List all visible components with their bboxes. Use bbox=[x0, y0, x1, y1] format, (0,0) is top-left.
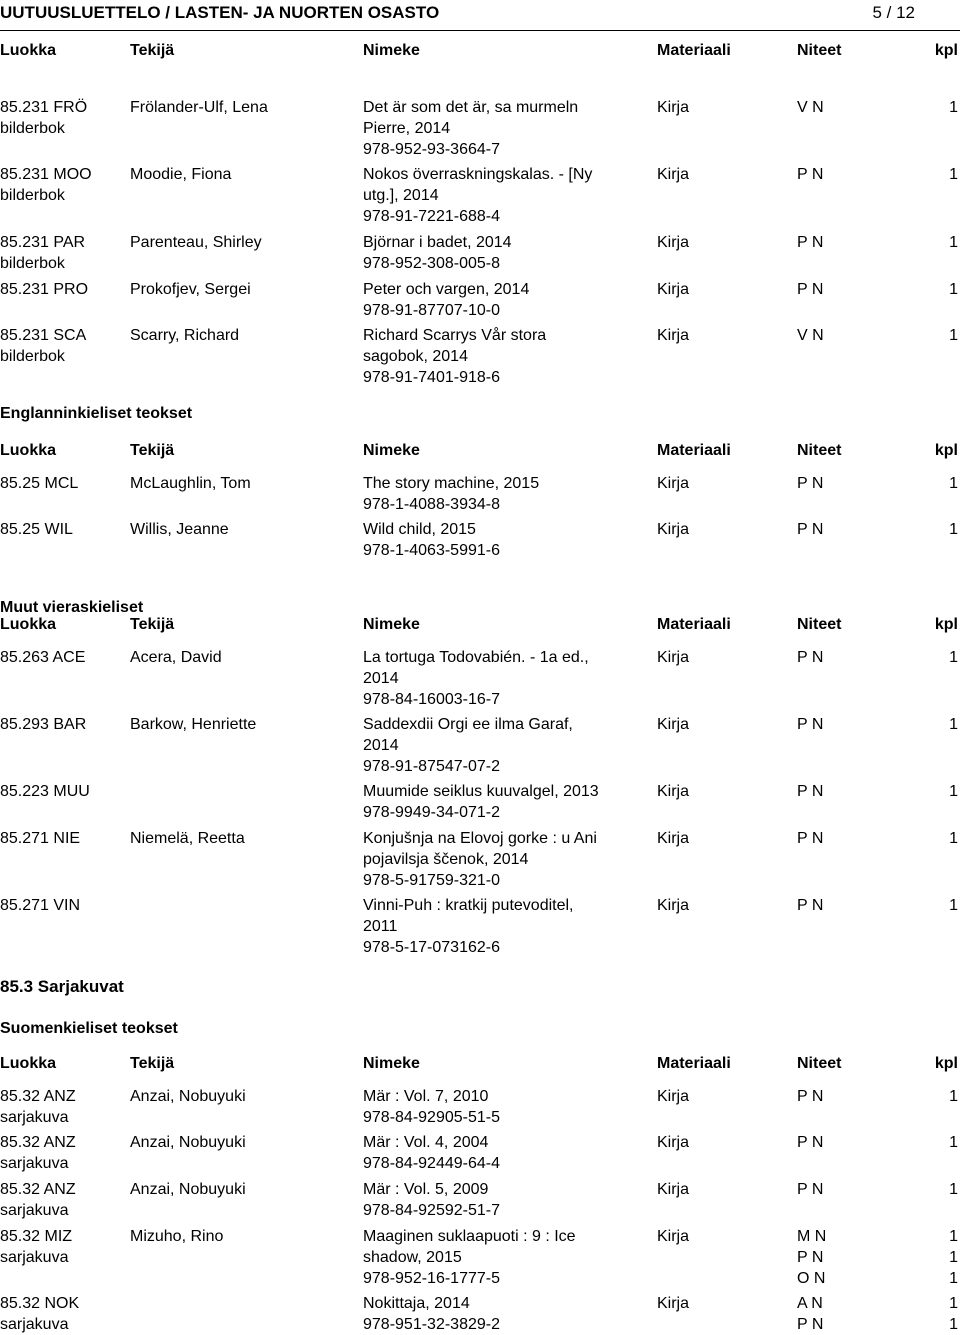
title-line: 978-1-4088-3934-8 bbox=[363, 496, 500, 513]
column-header-kpl: kpl bbox=[934, 42, 958, 59]
copy-count bbox=[918, 1086, 958, 1107]
column-header-row bbox=[0, 1053, 960, 1074]
column-header-kpl: kpl bbox=[934, 1055, 958, 1072]
copies-line: P N bbox=[797, 1181, 824, 1198]
title-info bbox=[363, 895, 653, 958]
column-header-tekija: Tekijä bbox=[130, 42, 175, 59]
class-code bbox=[0, 97, 125, 139]
title-line: Björnar i badet, 2014 bbox=[363, 234, 512, 251]
title-line: 978-84-92449-64-4 bbox=[363, 1155, 500, 1172]
column-header-tekija: Tekijä bbox=[130, 616, 175, 633]
copy-count-line: 1 bbox=[949, 897, 958, 914]
copy-count bbox=[918, 781, 958, 802]
material: Kirja bbox=[657, 166, 690, 183]
class-code-line: 85.32 ANZ bbox=[0, 1088, 76, 1105]
column-header-luokka: Luokka bbox=[0, 616, 57, 633]
column-header-nimeke: Nimeke bbox=[363, 1055, 420, 1072]
title-info bbox=[363, 279, 653, 321]
title-line: 978-91-87547-07-2 bbox=[363, 758, 500, 775]
copy-count-line: 1 bbox=[949, 830, 958, 847]
author: Scarry, Richard bbox=[130, 327, 240, 344]
copies-location bbox=[797, 232, 897, 253]
copies-line: P N bbox=[797, 475, 824, 492]
copy-count bbox=[918, 828, 958, 849]
title-line: Maaginen suklaapuoti : 9 : Ice bbox=[363, 1228, 576, 1245]
title-line: 2014 bbox=[363, 737, 399, 754]
copies-location bbox=[797, 279, 897, 300]
author: Frölander-Ulf, Lena bbox=[130, 99, 268, 116]
copy-count-line: 1 bbox=[949, 783, 958, 800]
title-line: Nokos överraskningskalas. - [Ny bbox=[363, 166, 593, 183]
column-header-niteet: Niteet bbox=[797, 1055, 842, 1072]
copies-location bbox=[797, 714, 897, 735]
copy-count bbox=[918, 714, 958, 735]
column-header-niteet: Niteet bbox=[797, 616, 842, 633]
copy-count-line: 1 bbox=[949, 1249, 958, 1266]
class-code-line: bilderbok bbox=[0, 348, 65, 365]
copies-location bbox=[797, 164, 897, 185]
class-code bbox=[0, 1179, 125, 1221]
copies-line: P N bbox=[797, 1088, 824, 1105]
copies-location bbox=[797, 828, 897, 849]
class-code-line: 85.271 NIE bbox=[0, 830, 81, 847]
author: Moodie, Fiona bbox=[130, 166, 232, 183]
author: McLaughlin, Tom bbox=[130, 475, 251, 492]
section-heading: 85.3 Sarjakuvat bbox=[0, 977, 124, 996]
author: Anzai, Nobuyuki bbox=[130, 1088, 246, 1105]
column-header-row bbox=[0, 440, 960, 461]
material: Kirja bbox=[657, 649, 690, 666]
column-header-niteet: Niteet bbox=[797, 442, 842, 459]
copies-line: P N bbox=[797, 1316, 824, 1333]
copy-count bbox=[918, 1132, 958, 1153]
copy-count bbox=[918, 1293, 958, 1335]
title-line: Muumide seiklus kuuvalgel, 2013 bbox=[363, 783, 599, 800]
title-info bbox=[363, 1132, 653, 1174]
copies-location bbox=[797, 895, 897, 916]
column-header-niteet: Niteet bbox=[797, 42, 842, 59]
copy-count-line: 1 bbox=[949, 1270, 958, 1287]
title-info bbox=[363, 325, 653, 388]
title-line: 978-91-87707-10-0 bbox=[363, 302, 500, 319]
copies-location bbox=[797, 519, 897, 540]
copy-count-line: 1 bbox=[949, 1088, 958, 1105]
class-code-line: 85.223 MUU bbox=[0, 783, 90, 800]
class-code bbox=[0, 232, 125, 274]
copies-location bbox=[797, 647, 897, 668]
copy-count-line: 1 bbox=[949, 166, 958, 183]
class-code-line: sarjakuva bbox=[0, 1249, 69, 1266]
copy-count bbox=[918, 232, 958, 253]
column-header-kpl: kpl bbox=[934, 616, 958, 633]
title-line: 978-84-92592-51-7 bbox=[363, 1202, 500, 1219]
title-line: 978-5-91759-321-0 bbox=[363, 872, 500, 889]
copies-line: M N bbox=[797, 1228, 827, 1245]
material: Kirja bbox=[657, 1088, 690, 1105]
column-header-materiaali: Materiaali bbox=[657, 442, 731, 459]
title-line: 978-84-92905-51-5 bbox=[363, 1109, 500, 1126]
copies-location bbox=[797, 1179, 897, 1200]
copy-count-line: 1 bbox=[949, 1295, 958, 1312]
title-line: Pierre, 2014 bbox=[363, 120, 451, 137]
column-header-luokka: Luokka bbox=[0, 42, 57, 59]
copy-count bbox=[918, 895, 958, 916]
copies-line: V N bbox=[797, 99, 824, 116]
author: Mizuho, Rino bbox=[130, 1228, 224, 1245]
class-code bbox=[0, 647, 125, 668]
title-info bbox=[363, 97, 653, 160]
copy-count-line: 1 bbox=[949, 1316, 958, 1333]
class-code bbox=[0, 164, 125, 206]
title-info bbox=[363, 232, 653, 274]
copies-line: A N bbox=[797, 1295, 823, 1312]
class-code-line: sarjakuva bbox=[0, 1202, 69, 1219]
copies-location bbox=[797, 1086, 897, 1107]
title-line: La tortuga Todovabién. - 1a ed., bbox=[363, 649, 589, 666]
class-code-line: 85.263 ACE bbox=[0, 649, 86, 666]
column-header-nimeke: Nimeke bbox=[363, 616, 420, 633]
class-code bbox=[0, 1086, 125, 1128]
column-header-materiaali: Materiaali bbox=[657, 1055, 731, 1072]
class-code bbox=[0, 279, 125, 300]
material: Kirja bbox=[657, 783, 690, 800]
title-line: 978-5-17-073162-6 bbox=[363, 939, 500, 956]
copies-line: P N bbox=[797, 1134, 824, 1151]
copy-count bbox=[918, 97, 958, 118]
copies-location bbox=[797, 781, 897, 802]
copies-location bbox=[797, 1293, 897, 1335]
author: Parenteau, Shirley bbox=[130, 234, 262, 251]
title-line: Peter och vargen, 2014 bbox=[363, 281, 530, 298]
copies-line: O N bbox=[797, 1270, 826, 1287]
class-code bbox=[0, 1132, 125, 1174]
class-code bbox=[0, 1226, 125, 1268]
title-info bbox=[363, 164, 653, 227]
title-line: 2011 bbox=[363, 918, 398, 935]
title-line: utg.], 2014 bbox=[363, 187, 439, 204]
material: Kirja bbox=[657, 521, 690, 538]
copies-line: P N bbox=[797, 166, 824, 183]
material: Kirja bbox=[657, 1134, 690, 1151]
column-header-luokka: Luokka bbox=[0, 442, 57, 459]
material: Kirja bbox=[657, 475, 690, 492]
title-line: 978-91-7221-688-4 bbox=[363, 208, 500, 225]
section-title: Muut vieraskieliset bbox=[0, 599, 144, 616]
title-info bbox=[363, 1293, 653, 1335]
class-code bbox=[0, 895, 125, 916]
copies-location bbox=[797, 1132, 897, 1153]
title-line: 2014 bbox=[363, 670, 399, 687]
copy-count-line: 1 bbox=[949, 281, 958, 298]
title-info bbox=[363, 1179, 653, 1221]
copies-line: P N bbox=[797, 521, 824, 538]
title-line: Mär : Vol. 4, 2004 bbox=[363, 1134, 489, 1151]
title-line: The story machine, 2015 bbox=[363, 475, 540, 492]
material: Kirja bbox=[657, 1181, 690, 1198]
class-code-line: 85.32 NOK bbox=[0, 1295, 80, 1312]
class-code-line: 85.293 BAR bbox=[0, 716, 87, 733]
material: Kirja bbox=[657, 1295, 690, 1312]
author: Anzai, Nobuyuki bbox=[130, 1134, 246, 1151]
class-code-line: 85.32 ANZ bbox=[0, 1134, 76, 1151]
title-line: shadow, 2015 bbox=[363, 1249, 462, 1266]
column-header-nimeke: Nimeke bbox=[363, 42, 420, 59]
copy-count bbox=[918, 279, 958, 300]
material: Kirja bbox=[657, 716, 690, 733]
class-code bbox=[0, 473, 125, 494]
copy-count-line: 1 bbox=[949, 234, 958, 251]
copy-count bbox=[918, 519, 958, 540]
copy-count bbox=[918, 1179, 958, 1200]
column-header-tekija: Tekijä bbox=[130, 1055, 175, 1072]
class-code-line: bilderbok bbox=[0, 255, 65, 272]
class-code bbox=[0, 828, 125, 849]
class-code bbox=[0, 714, 125, 735]
material: Kirja bbox=[657, 830, 690, 847]
material: Kirja bbox=[657, 897, 690, 914]
material: Kirja bbox=[657, 1228, 690, 1245]
column-header-row bbox=[0, 614, 960, 635]
author: Barkow, Henriette bbox=[130, 716, 257, 733]
copy-count bbox=[918, 325, 958, 346]
copy-count-line: 1 bbox=[949, 1134, 958, 1151]
copies-line: P N bbox=[797, 649, 824, 666]
class-code-line: bilderbok bbox=[0, 120, 65, 137]
copies-line: P N bbox=[797, 716, 824, 733]
author: Acera, David bbox=[130, 649, 222, 666]
title-line: Mär : Vol. 5, 2009 bbox=[363, 1181, 489, 1198]
copy-count-line: 1 bbox=[949, 99, 958, 116]
copy-count bbox=[918, 164, 958, 185]
class-code-line: 85.231 FRÖ bbox=[0, 99, 88, 116]
copy-count-line: 1 bbox=[949, 716, 958, 733]
copy-count bbox=[918, 473, 958, 494]
copies-line: P N bbox=[797, 281, 824, 298]
copies-location bbox=[797, 473, 897, 494]
class-code-line: 85.231 MOO bbox=[0, 166, 92, 183]
class-code bbox=[0, 325, 125, 367]
title-info bbox=[363, 647, 653, 710]
column-header-row bbox=[0, 40, 960, 61]
author: Willis, Jeanne bbox=[130, 521, 229, 538]
title-line: 978-9949-34-071-2 bbox=[363, 804, 500, 821]
column-header-nimeke: Nimeke bbox=[363, 442, 420, 459]
title-info bbox=[363, 1226, 653, 1289]
author: Anzai, Nobuyuki bbox=[130, 1181, 246, 1198]
copies-line: P N bbox=[797, 830, 824, 847]
class-code-line: 85.271 VIN bbox=[0, 897, 81, 914]
material: Kirja bbox=[657, 234, 690, 251]
class-code-line: 85.231 SCA bbox=[0, 327, 87, 344]
title-line: Saddexdii Orgi ee ilma Garaf, bbox=[363, 716, 573, 733]
title-line: 978-84-16003-16-7 bbox=[363, 691, 500, 708]
title-info bbox=[363, 473, 653, 515]
class-code-line: sarjakuva bbox=[0, 1316, 69, 1333]
title-line: Konjušnja na Elovoj gorke : u Ani bbox=[363, 830, 597, 847]
column-header-kpl: kpl bbox=[934, 442, 958, 459]
catalog-title: UUTUUSLUETTELO / LASTEN- JA NUORTEN OSASTO bbox=[0, 3, 440, 22]
title-info bbox=[363, 1086, 653, 1128]
copy-count-line: 1 bbox=[949, 327, 958, 344]
title-line: 978-91-7401-918-6 bbox=[363, 369, 500, 386]
copy-count bbox=[918, 1226, 958, 1289]
title-line: 978-952-93-3664-7 bbox=[363, 141, 500, 158]
title-line: Vinni-Puh : kratkij putevoditel, bbox=[363, 897, 574, 914]
copies-line: P N bbox=[797, 234, 824, 251]
title-line: 978-952-308-005-8 bbox=[363, 255, 500, 272]
title-info bbox=[363, 781, 653, 823]
class-code-line: 85.25 WIL bbox=[0, 521, 73, 538]
material: Kirja bbox=[657, 281, 690, 298]
title-line: Nokittaja, 2014 bbox=[363, 1295, 470, 1312]
class-code bbox=[0, 781, 125, 802]
column-header-luokka: Luokka bbox=[0, 1055, 57, 1072]
title-line: pojavilsja ščenok, 2014 bbox=[363, 851, 529, 868]
title-line: 978-951-32-3829-2 bbox=[363, 1316, 500, 1333]
copies-location bbox=[797, 325, 897, 346]
class-code bbox=[0, 1293, 125, 1335]
author: Prokofjev, Sergei bbox=[130, 281, 251, 298]
copy-count-line: 1 bbox=[949, 1181, 958, 1198]
class-code-line: 85.25 MCL bbox=[0, 475, 79, 492]
title-line: Wild child, 2015 bbox=[363, 521, 476, 538]
material: Kirja bbox=[657, 327, 690, 344]
class-code-line: bilderbok bbox=[0, 187, 65, 204]
class-code-line: sarjakuva bbox=[0, 1109, 69, 1126]
section-title: Englanninkieliset teokset bbox=[0, 405, 193, 422]
title-line: Mär : Vol. 7, 2010 bbox=[363, 1088, 489, 1105]
title-line: Det är som det är, sa murmeln bbox=[363, 99, 579, 116]
title-info bbox=[363, 714, 653, 777]
copy-count-line: 1 bbox=[949, 521, 958, 538]
column-header-materiaali: Materiaali bbox=[657, 42, 731, 59]
column-header-tekija: Tekijä bbox=[130, 442, 175, 459]
copies-line: V N bbox=[797, 327, 824, 344]
title-line: 978-952-16-1777-5 bbox=[363, 1270, 500, 1287]
column-header-materiaali: Materiaali bbox=[657, 616, 731, 633]
copies-line: P N bbox=[797, 783, 824, 800]
copy-count-line: 1 bbox=[949, 649, 958, 666]
class-code-line: sarjakuva bbox=[0, 1155, 69, 1172]
class-code-line: 85.231 PRO bbox=[0, 281, 89, 298]
title-line: Richard Scarrys Vår stora bbox=[363, 327, 547, 344]
copies-location bbox=[797, 1226, 897, 1289]
copies-location bbox=[797, 97, 897, 118]
copy-count-line: 1 bbox=[949, 475, 958, 492]
copies-line: P N bbox=[797, 1249, 824, 1266]
class-code-line: 85.231 PAR bbox=[0, 234, 86, 251]
class-code-line: 85.32 ANZ bbox=[0, 1181, 76, 1198]
page-number: 5 / 12 bbox=[872, 3, 915, 22]
title-line: sagobok, 2014 bbox=[363, 348, 468, 365]
class-code-line: 85.32 MIZ bbox=[0, 1228, 73, 1245]
header-divider bbox=[0, 30, 960, 31]
copies-line: P N bbox=[797, 897, 824, 914]
title-line: 978-1-4063-5991-6 bbox=[363, 542, 500, 559]
title-info bbox=[363, 519, 653, 561]
material: Kirja bbox=[657, 99, 690, 116]
author: Niemelä, Reetta bbox=[130, 830, 245, 847]
copy-count bbox=[918, 647, 958, 668]
copy-count-line: 1 bbox=[949, 1228, 958, 1245]
section-title: Suomenkieliset teokset bbox=[0, 1020, 178, 1037]
class-code bbox=[0, 519, 125, 540]
title-info bbox=[363, 828, 653, 891]
